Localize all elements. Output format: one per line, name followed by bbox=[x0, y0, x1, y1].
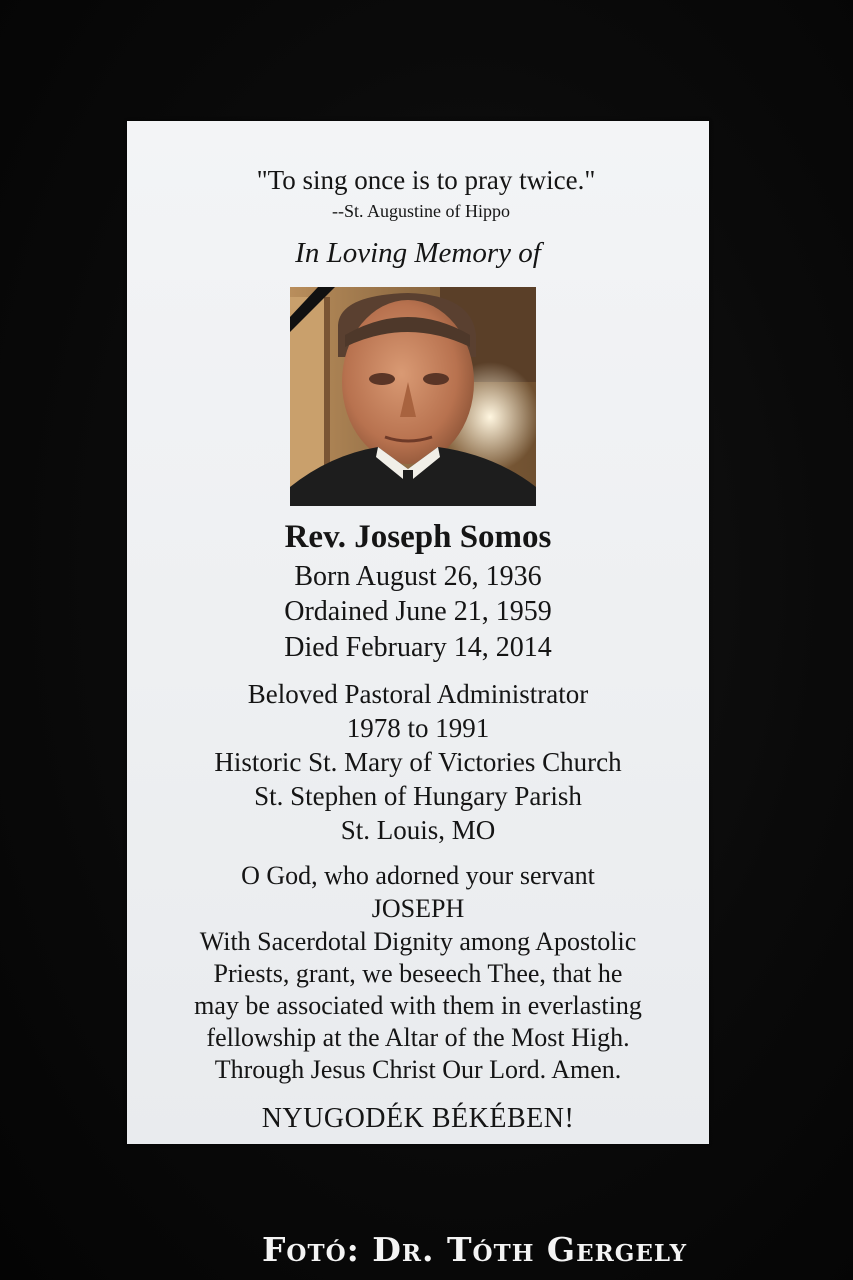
portrait-photo bbox=[290, 287, 536, 506]
memory-heading: In Loving Memory of bbox=[295, 237, 541, 269]
prayer-line: fellowship at the Altar of the Most High. bbox=[206, 1023, 630, 1052]
birth-date: Born August 26, 1936 bbox=[294, 561, 542, 592]
service-city: St. Louis, MO bbox=[340, 815, 496, 845]
ordination-date: Ordained June 21, 1959 bbox=[284, 596, 552, 627]
deceased-name: Rev. Joseph Somos bbox=[284, 519, 552, 555]
prayer-line: O God, who adorned your servant bbox=[241, 861, 595, 890]
closing-blessing: NYUGODÉK BÉKÉBEN! bbox=[261, 1103, 575, 1134]
quote-attribution: --St. Augustine of Hippo bbox=[332, 201, 510, 221]
service-role: Beloved Pastoral Administrator bbox=[247, 679, 589, 709]
quote: "To sing once is to pray twice." bbox=[256, 165, 596, 195]
photo-credit-watermark: Fotó: Dr. Tóth Gergely bbox=[262, 1230, 688, 1269]
prayer-line: Priests, grant, we beseech Thee, that he bbox=[213, 959, 623, 988]
portrait-illustration bbox=[290, 287, 536, 506]
prayer-line: may be associated with them in everlasting bbox=[194, 991, 642, 1020]
memorial-card bbox=[127, 121, 709, 1144]
prayer-line: With Sacerdotal Dignity among Apostolic bbox=[199, 927, 637, 956]
service-years: 1978 to 1991 bbox=[346, 713, 490, 743]
prayer-line: JOSEPH bbox=[371, 894, 465, 923]
service-church: Historic St. Mary of Victories Church bbox=[214, 747, 622, 777]
prayer-line: Through Jesus Christ Our Lord. Amen. bbox=[214, 1055, 622, 1084]
service-parish: St. Stephen of Hungary Parish bbox=[254, 781, 582, 811]
death-date: Died February 14, 2014 bbox=[284, 632, 552, 663]
